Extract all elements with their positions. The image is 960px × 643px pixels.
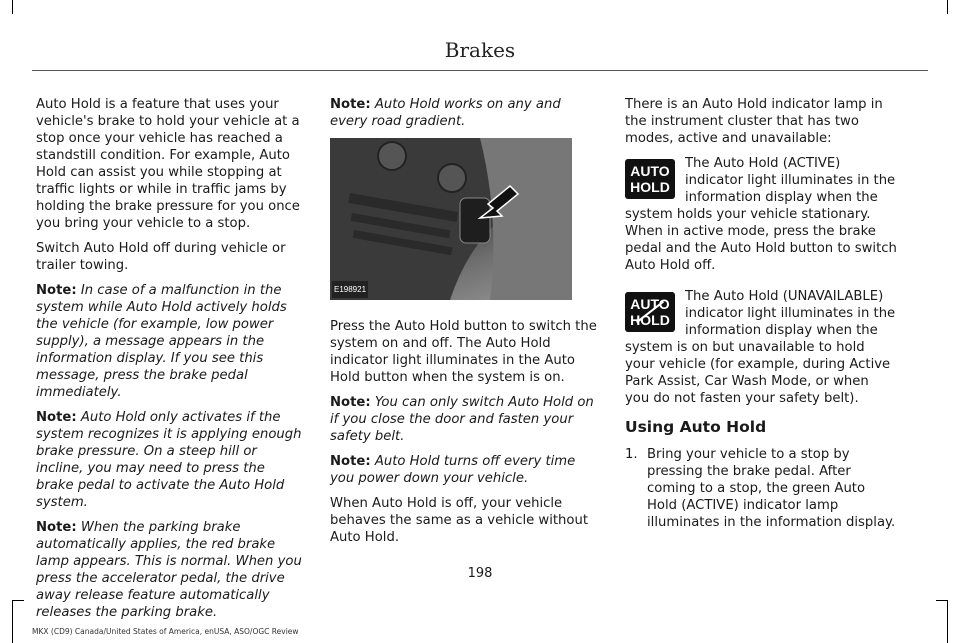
column-2 [330, 96, 602, 554]
list-text: Bring your vehicle to a stop by pressing the brake pedal. After coming to a stop, the green Auto Hold (ACTIVE) indicator lamp illuminates in the information display. [647, 447, 896, 530]
note-power-down [330, 453, 602, 487]
page-number: 198 [467, 566, 493, 581]
intro-paragraph: Auto Hold is a feature that uses your vehicle's brake to hold your vehicle at a stop once your vehicle has reached a standstill condition. For example, Auto Hold can assist you while stopping at traffic lights or while in traffic jams by holding the brake pressure for you once you bring your vehicle to a stop. [36, 97, 300, 231]
document-info: MKX (CD9) Canada/United States of America, enUSA, ASO/OGC Review [32, 627, 299, 636]
section-heading: Using Auto Hold [625, 418, 767, 436]
note-text: In case of a malfunction in the system while Auto Hold actively holds the vehicle (for example, low power supply), a message appears in the information display. If you see this message, press the brake pedal immediately. [36, 283, 287, 400]
column-1 [36, 96, 306, 629]
button-paragraph: Press the Auto Hold button to switch the system on and off. The Auto Hold indicator light illuminates in the Auto Hold button when the system is on. [330, 319, 597, 385]
note-text: You can only switch Auto Hold on if you close the door and fasten your safety belt. [330, 395, 594, 444]
crop-mark [947, 0, 948, 14]
indicator-intro: There is an Auto Hold indicator lamp in the instrument cluster that has two modes, active and unavailable: [625, 97, 883, 146]
towing-paragraph: Switch Auto Hold off during vehicle or trailer towing. [36, 241, 286, 273]
crop-mark [947, 600, 948, 643]
note-gradient [330, 96, 602, 130]
crop-mark [12, 600, 13, 643]
icon-text-line1: AUTO [630, 296, 670, 312]
icon-text-line1: AUTO [630, 163, 670, 179]
note-text: Auto Hold only activates if the system recognizes it is applying enough brake pressure. On a steep hill or incline, you may need to press the brake pedal to activate the Auto Hold system. [36, 410, 302, 510]
note-activation [36, 409, 306, 511]
crop-mark [936, 600, 948, 601]
crop-mark [12, 600, 24, 601]
list-item [625, 446, 897, 531]
note-label: Note: [36, 520, 77, 535]
off-behavior-paragraph: When Auto Hold is off, your vehicle behaves the same as a vehicle without Auto Hold. [330, 496, 588, 545]
column-3 [625, 96, 897, 539]
note-safety-belt [330, 394, 602, 445]
note-text: Auto Hold works on any and every road gradient. [330, 97, 561, 129]
note-text: When the parking brake automatically applies, the red brake lamp appears. This is normal. When you press the accelerator pedal, the drive away release feature automatically releases the parking brake. [36, 520, 302, 620]
note-text: Auto Hold turns off every time you power down your vehicle. [330, 454, 576, 486]
active-indicator-block [625, 155, 897, 274]
auto-hold-active-icon [625, 159, 675, 199]
page-title: Brakes [444, 38, 516, 62]
icon-text-line2: HOLD [630, 312, 670, 328]
auto-hold-button-photo [330, 138, 572, 300]
figure-code: E198921 [332, 281, 368, 298]
crop-mark [12, 0, 13, 14]
note-label: Note: [36, 283, 77, 298]
note-label: Note: [330, 97, 371, 112]
note-malfunction [36, 282, 306, 401]
console-illustration [330, 138, 572, 300]
unavailable-indicator-text: The Auto Hold (UNAVAILABLE) indicator light illuminates in the information display when the system is on but unavailable to hold your vehicle (for example, during Active Park Assist, Car Wash Mode, or when you do not fasten your safety belt). [625, 289, 896, 406]
note-label: Note: [330, 395, 371, 410]
auto-hold-unavailable-icon [625, 292, 675, 332]
active-indicator-text: The Auto Hold (ACTIVE) indicator light illuminates in the information display when the system holds your vehicle stationary. When in active mode, press the brake pedal and the Auto Hold button to switch Auto Hold off. [625, 156, 897, 273]
list-number: 1. [625, 447, 638, 462]
icon-text-line2: HOLD [630, 179, 670, 195]
unavailable-indicator-block [625, 288, 897, 407]
note-label: Note: [36, 410, 77, 425]
header-divider [32, 70, 928, 71]
note-label: Note: [330, 454, 371, 469]
